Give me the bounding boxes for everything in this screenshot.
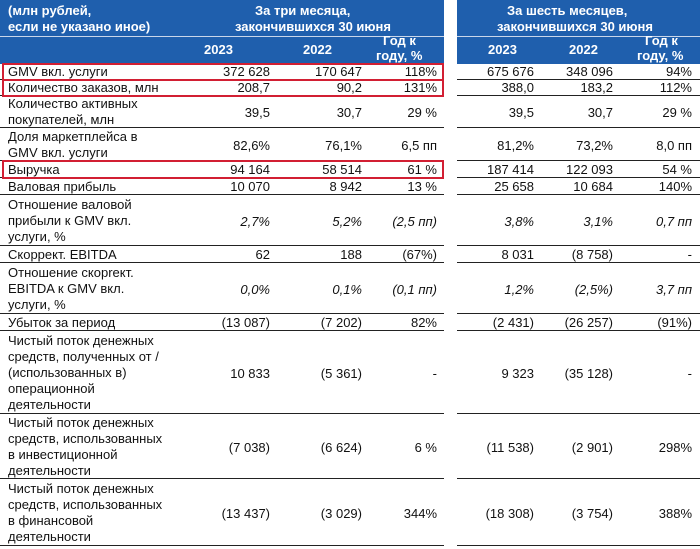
- col-yoy-3m-line-1: Год к: [383, 33, 416, 48]
- highlight-box: [2, 79, 444, 97]
- row-value: 82,6%: [233, 137, 270, 153]
- row-label: Чистый поток денежных: [8, 480, 154, 496]
- row-value: 25 658: [494, 178, 534, 194]
- row-label: средств, использованных: [8, 496, 163, 512]
- row-value: 298%: [658, 439, 692, 455]
- row-value: (13 087): [221, 314, 270, 330]
- row-label: Количество активных: [8, 96, 138, 111]
- row-value: 30,7: [336, 105, 362, 120]
- row-divider: [0, 330, 444, 331]
- row-divider: [457, 478, 700, 479]
- row-label: в финансовой: [8, 512, 94, 528]
- header-right: [457, 0, 700, 64]
- row-value: 388,0: [501, 80, 534, 95]
- header-left-top: [0, 0, 444, 37]
- row-value: 94 164: [230, 161, 270, 177]
- row-value: 10 684: [573, 178, 613, 194]
- row-value: 6 %: [414, 439, 437, 455]
- row-value: 344%: [403, 505, 437, 521]
- row-value: 675 676: [487, 64, 534, 79]
- row-label: операционной: [8, 380, 95, 396]
- row-divider: [457, 95, 700, 96]
- row-value: 10 070: [230, 178, 270, 194]
- row-divider: [457, 313, 700, 314]
- row-label: Валовая прибыль: [8, 178, 117, 194]
- row-value: 3,7 пп: [656, 281, 692, 297]
- row-label: EBITDA к GMV вкл.: [8, 280, 125, 296]
- row-value: (7 038): [228, 439, 270, 455]
- col-yoy-6m-line-1: Год к: [645, 33, 678, 48]
- row-label: Чистый поток денежных: [8, 414, 154, 430]
- row-value: (67%): [402, 246, 437, 262]
- row-value: (13 437): [221, 505, 270, 521]
- row-label: Отношение валовой: [8, 196, 132, 212]
- row-value: 6,5 пп: [401, 137, 437, 153]
- row-label: в инвестиционной: [8, 446, 118, 462]
- row-label: Выручка: [8, 161, 60, 177]
- row-value: 82%: [410, 314, 437, 330]
- row-value: (5 361): [320, 365, 362, 381]
- row-value: 0,7 пп: [656, 213, 692, 229]
- row-divider: [0, 478, 444, 479]
- row-divider: [457, 262, 700, 263]
- row-value: 2,7%: [240, 213, 270, 229]
- row-divider: [0, 413, 444, 414]
- row-value: 30,7: [587, 105, 613, 120]
- row-value: 9 323: [501, 365, 534, 381]
- col-2023-6m: 2023: [488, 42, 517, 57]
- row-value: 348 096: [566, 64, 613, 79]
- row-value: 208,7: [237, 80, 270, 95]
- row-value: 94%: [665, 64, 692, 79]
- row-value: (11 538): [486, 439, 534, 455]
- row-value: (91%): [657, 314, 692, 330]
- row-value: (0,1 пп): [392, 281, 437, 297]
- row-divider: [0, 127, 444, 128]
- row-divider: [457, 160, 700, 161]
- row-value: 8 031: [501, 246, 534, 262]
- row-value: (7 202): [320, 314, 362, 330]
- row-value: 81,2%: [497, 137, 534, 153]
- row-label: Чистый поток денежных: [8, 332, 154, 348]
- row-value: (2 431): [492, 314, 534, 330]
- row-value: 388%: [658, 505, 692, 521]
- col-yoy-6m-line-2: году, %: [637, 48, 684, 63]
- row-value: (26 257): [564, 314, 613, 330]
- row-value: 183,2: [580, 80, 613, 95]
- row-value: 39,5: [508, 105, 534, 120]
- col-2023-3m: 2023: [204, 42, 233, 57]
- row-value: 131%: [403, 80, 437, 95]
- row-value: 76,1%: [325, 137, 362, 153]
- row-value: (6 624): [320, 439, 362, 455]
- row-value: 90,2: [336, 80, 362, 95]
- row-value: (2,5%): [574, 281, 613, 297]
- period-6m-line-1: За шесть месяцев,: [507, 3, 628, 18]
- row-label: услуги, %: [8, 228, 66, 244]
- period-3m-line-1: За три месяца,: [255, 3, 351, 18]
- row-value: 10 833: [230, 365, 270, 381]
- row-value: (2,5 пп): [392, 213, 437, 229]
- header-right-bottom: [457, 33, 700, 64]
- row-value: 29 %: [662, 105, 692, 120]
- row-value: 0,0%: [240, 281, 270, 297]
- row-value: -: [687, 246, 692, 262]
- row-divider: [457, 194, 700, 195]
- row-label: GMV вкл. услуги: [8, 144, 108, 160]
- row-divider: [457, 413, 700, 414]
- row-divider: [457, 127, 700, 128]
- row-value: 62: [255, 246, 270, 262]
- row-value: (3 029): [320, 505, 362, 521]
- period-3m-line-2: закончившихся 30 июня: [235, 19, 391, 34]
- row-value: 13 %: [407, 178, 437, 194]
- col-2022-3m: 2022: [303, 42, 332, 57]
- row-value: 118%: [404, 64, 437, 79]
- row-label: Количество заказов, млн: [8, 80, 159, 95]
- row-value: 0,1%: [332, 281, 362, 297]
- row-value: (35 128): [564, 365, 613, 381]
- row-label: средств, использованных: [8, 430, 163, 446]
- row-label: покупателей, млн: [8, 112, 115, 127]
- row-value: 54 %: [662, 161, 692, 177]
- row-value: (8 758): [571, 246, 613, 262]
- row-divider: [0, 194, 444, 195]
- row-value: -: [432, 365, 437, 381]
- header-right-top: [457, 0, 700, 37]
- row-value: 140%: [658, 178, 692, 194]
- header-left-bottom: [0, 33, 444, 64]
- row-label: Отношение скорrект.: [8, 264, 134, 280]
- units-line-1: (млн рублей,: [8, 3, 92, 18]
- row-label: средств, полученных от /: [8, 348, 159, 364]
- row-label: деятельности: [8, 396, 91, 412]
- period-6m-line-2: закончившихся 30 июня: [497, 19, 653, 34]
- row-value: 58 514: [322, 161, 362, 177]
- row-divider: [0, 313, 444, 314]
- row-value: 188: [340, 246, 362, 262]
- row-value: 5,2%: [332, 213, 362, 229]
- row-divider: [457, 245, 700, 246]
- row-label: Скоррект. EBITDA: [8, 246, 117, 262]
- row-value: (3 754): [571, 505, 613, 521]
- row-value: 3,8%: [504, 213, 534, 229]
- row-value: 73,2%: [576, 137, 613, 153]
- row-label: услуги, %: [8, 296, 66, 312]
- row-label: деятельности: [8, 528, 91, 544]
- row-divider: [0, 545, 444, 546]
- row-label: Убыток за период: [8, 314, 116, 330]
- row-value: 29 %: [407, 105, 437, 120]
- row-divider: [457, 330, 700, 331]
- row-value: 8 942: [329, 178, 362, 194]
- row-divider: [0, 245, 444, 246]
- row-value: 8,0 пп: [656, 137, 692, 153]
- row-value: 187 414: [487, 161, 534, 177]
- row-divider: [0, 262, 444, 263]
- col-2022-6m: 2022: [569, 42, 598, 57]
- row-label: деятельности: [8, 462, 91, 478]
- row-label: прибыли к GMV вкл.: [8, 212, 132, 228]
- row-value: 170 647: [315, 64, 362, 79]
- row-label: GMV вкл. услуги: [8, 64, 108, 79]
- row-value: -: [687, 365, 692, 381]
- col-yoy-3m-line-2: году, %: [376, 48, 423, 63]
- row-value: 112%: [659, 80, 692, 95]
- row-value: (18 308): [485, 505, 534, 521]
- row-divider: [457, 545, 700, 546]
- row-value: 39,5: [244, 105, 270, 120]
- row-label: Доля маркетплейса в: [8, 128, 138, 144]
- row-value: 372 628: [223, 64, 270, 79]
- row-value: 3,1%: [583, 213, 613, 229]
- row-value: 122 093: [566, 161, 613, 177]
- units-line-2: если не указано иное): [8, 19, 151, 34]
- row-label: (использованных в): [8, 364, 127, 380]
- highlight-box: [2, 160, 444, 179]
- row-value: 1,2%: [504, 281, 534, 297]
- row-value: 61 %: [407, 161, 437, 177]
- row-divider: [457, 177, 700, 178]
- header-left: [0, 0, 444, 64]
- row-value: (2 901): [571, 439, 613, 455]
